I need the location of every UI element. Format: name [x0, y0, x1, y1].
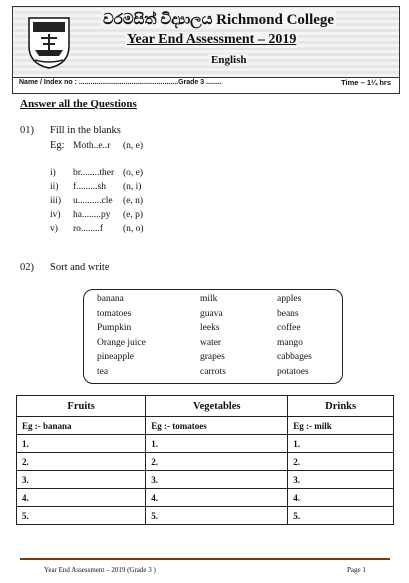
answer-cell[interactable]: 1. [17, 435, 146, 453]
word-item: carrots [200, 366, 226, 377]
subject-title: English [211, 54, 247, 66]
answer-cell[interactable]: 4. [146, 489, 288, 507]
table-row-example [17, 417, 394, 435]
answer-cell[interactable]: 2. [146, 453, 288, 471]
table-row [17, 435, 394, 453]
table-row [17, 453, 394, 471]
answer-cell[interactable]: 3. [288, 471, 394, 489]
table-row [17, 507, 394, 525]
q1-number: 01) [20, 125, 34, 136]
word-item: Pumpkin [97, 323, 132, 333]
answer-cell[interactable]: 3. [146, 471, 288, 489]
q1-example-label: Eg: [50, 140, 65, 151]
word-item: guava [200, 308, 223, 319]
table-row [17, 471, 394, 489]
instructions-heading: Answer all the Questions [20, 98, 137, 110]
q1-item-letters: (o, e) [123, 168, 144, 178]
q1-item-word: ro........f [73, 224, 104, 234]
answer-cell[interactable]: 4. [17, 489, 146, 507]
word-item: apples [277, 294, 302, 304]
answer-cell[interactable]: 5. [146, 507, 288, 525]
answer-cell[interactable]: 1. [288, 435, 394, 453]
word-item: leeks [200, 323, 220, 333]
q1-example-letters: (n, e) [123, 141, 144, 151]
answer-cell[interactable]: 2. [17, 453, 146, 471]
word-item: mango [277, 337, 303, 348]
name-index-line [12, 77, 400, 94]
table-header-row [17, 396, 394, 417]
word-item: milk [200, 294, 218, 304]
footer-divider [20, 558, 390, 560]
footer-title: Year End Assessment – 2019 (Grade 3 ) [44, 566, 156, 574]
word-item: water [200, 337, 222, 348]
answer-cell[interactable]: 3. [17, 471, 146, 489]
q1-item-number: v) [50, 224, 58, 234]
q1-item-number: iv) [50, 210, 61, 220]
q1-title: Fill in the blanks [50, 125, 121, 136]
q1-item-word: u..........cle [73, 196, 113, 206]
table-row [17, 489, 394, 507]
q1-item-letters: (e, n) [123, 196, 144, 206]
word-item: coffee [277, 323, 301, 333]
q1-item-letters: (e, p) [123, 210, 144, 220]
word-item: banana [97, 294, 124, 304]
school-crest-icon [27, 16, 71, 70]
word-box [83, 289, 343, 384]
column-header-vegetables: Vegetables [146, 396, 288, 417]
q1-item-word: br........ther [73, 168, 115, 178]
school-header [12, 6, 400, 78]
word-column-2 [200, 292, 226, 379]
word-item: Orange juice [97, 337, 146, 348]
word-item: beans [277, 308, 299, 319]
school-name: වරමසිත් විද්‍යාලය Richmond College [103, 12, 335, 28]
q1-item-number: ii) [50, 182, 59, 192]
time-label: Time – 1¼ hrs [341, 78, 391, 87]
answer-cell[interactable]: 4. [288, 489, 394, 507]
example-cell: Eg :- banana [17, 417, 146, 435]
answer-cell[interactable]: 5. [17, 507, 146, 525]
q2-number: 02) [20, 262, 34, 273]
page-number: Page 1 [347, 566, 366, 574]
q2-title: Sort and write [50, 262, 110, 273]
word-item: tomatoes [97, 308, 132, 319]
q1-item-letters: (n, i) [123, 182, 142, 192]
word-item: cabbages [277, 352, 312, 362]
q1-item-number: iii) [50, 196, 62, 206]
answer-cell[interactable]: 1. [146, 435, 288, 453]
word-column-1 [97, 292, 146, 379]
word-item: tea [97, 366, 109, 377]
word-item: grapes [200, 352, 225, 362]
answer-cell[interactable]: 2. [288, 453, 394, 471]
column-header-fruits: Fruits [17, 396, 146, 417]
answer-cell[interactable]: 5. [288, 507, 394, 525]
assessment-title: Year End Assessment – 2019 [127, 32, 297, 47]
word-item: potatoes [277, 366, 309, 377]
q1-example-word: Moth..e..r [73, 141, 111, 151]
word-item: pineapple [97, 352, 134, 362]
sort-table [16, 395, 394, 525]
example-cell: Eg :- milk [288, 417, 394, 435]
q1-item-word: f.........sh [73, 182, 106, 192]
word-column-3 [277, 292, 312, 379]
q1-item-letters: (n, o) [123, 224, 144, 234]
column-header-drinks: Drinks [288, 396, 394, 417]
name-index-label: Name / Index no : ...................................................Grade 3 ........ [19, 79, 222, 86]
example-cell: Eg :- tomatoes [146, 417, 288, 435]
q1-item-number: i) [50, 168, 56, 178]
q1-item-word: ha........py [73, 210, 111, 220]
